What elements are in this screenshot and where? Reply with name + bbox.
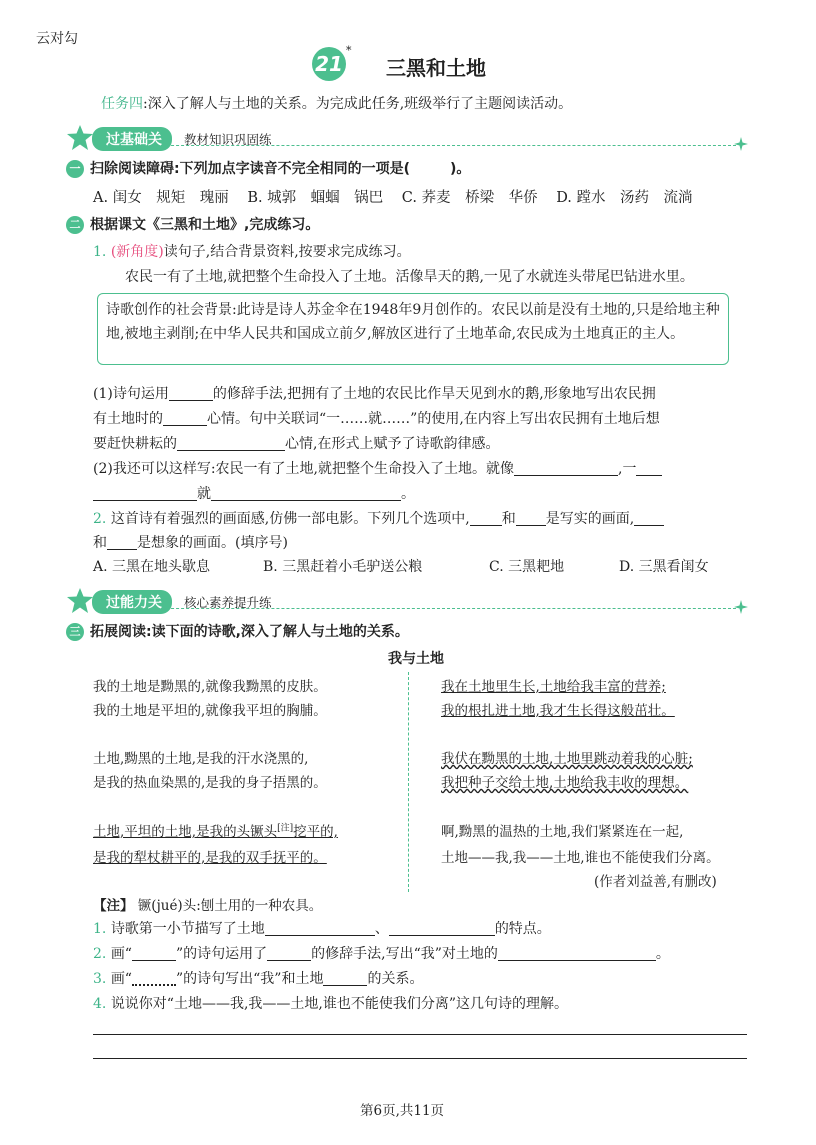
divider — [156, 608, 736, 609]
section-banner-ability — [66, 587, 756, 613]
quote-sentence: 农民一有了土地,就把整个生命投入了土地。活像旱天的鹅,一见了水就连头带尾巴钻进水里。 — [125, 269, 694, 285]
question-number: 三 — [66, 623, 84, 641]
poem-right-line-underlined: 我的根扎进土地,我才生长得这般茁壮。 — [441, 703, 675, 719]
answer-blank[interactable] — [389, 921, 495, 936]
answer-blank[interactable] — [514, 461, 618, 476]
sparkle-icon — [734, 600, 748, 614]
poem-left-line: 土地,黝黑的土地,是我的汗水浇黑的, — [93, 751, 309, 767]
section-badge: 过能力关 — [92, 590, 172, 614]
answer-blank[interactable] — [265, 921, 375, 936]
option-d[interactable]: D. 三黑看闺女 — [619, 559, 709, 575]
answer-blank[interactable] — [169, 386, 213, 401]
part-2-line-2: 就 。 — [93, 483, 415, 503]
option-d[interactable]: D. 蹚水 汤药 流淌 — [556, 190, 693, 206]
answer-line[interactable] — [93, 1058, 747, 1059]
section-subtitle: 核心素养提升练 — [184, 595, 272, 610]
task-line — [101, 93, 572, 113]
part-1-line-3: 要赶快耕耘的 心情,在形式上赋予了诗歌韵律感。 — [93, 436, 500, 452]
q3-question-3: 3. 画“ ”的诗句写出“我”和土地 的关系。 — [93, 971, 424, 987]
option-c[interactable]: C. 荞麦 桥梁 华侨 — [401, 190, 538, 206]
part-1-line-2: 有土地时的 心情。句中关联词“一……就……”的使用,在内容上写出农民拥有土地后想 — [93, 411, 660, 427]
background-box: 诗歌创作的社会背景:此诗是诗人苏金伞在1948年9月创作的。农民以前是没有土地的,只是给地主种地,被地主剥削;在中华人民共和国成立前夕,解放区进行了土地革命,农民成为土地真正的主人。 — [97, 293, 729, 365]
poem-right-line: 土地——我,我——土地,谁也不能使我们分离。 — [441, 850, 720, 866]
lesson-number-badge — [312, 47, 346, 81]
lesson-number: 21 — [315, 52, 343, 76]
question-3-heading: 三 拓展阅读:读下面的诗歌,深入了解人与土地的关系。 — [66, 621, 409, 641]
poem-note: 【注】 镢(jué)头:刨土用的一种农具。 — [93, 898, 323, 914]
part-1-line-1: (1)诗句运用 的修辞手法,把拥有了土地的农民比作旱天见到水的鹅,形象地写出农民拥 — [93, 386, 656, 402]
poem-left-line: 我的土地是黝黑的,就像我黝黑的皮肤。 — [93, 679, 327, 695]
new-angle-tag: (新角度) — [110, 244, 164, 260]
answer-blank[interactable] — [323, 971, 367, 986]
question-1-heading: 一 扫除阅读障碍:下列加点字读音不完全相同的一项是( )。 — [66, 158, 470, 178]
question-number: 一 — [66, 160, 84, 178]
task-text: :深入了解人与土地的关系。为完成此任务,班级举行了主题阅读活动。 — [143, 96, 573, 112]
answer-blank[interactable] — [163, 411, 207, 426]
poem-left-line: 我的土地是平坦的,就像我平坦的胸脯。 — [93, 703, 327, 719]
answer-blank[interactable] — [636, 461, 662, 476]
poem-right-line-wavy: 我伏在黝黑的土地,土地里跳动着我的心脏; — [441, 751, 693, 767]
poem-title: 我与土地 — [388, 651, 444, 667]
answer-blank[interactable] — [267, 946, 311, 961]
answer-blank[interactable] — [177, 436, 285, 451]
part-2-line-1: (2)我还可以这样写:农民一有了土地,就把整个生命投入了土地。就像 ,一 — [93, 458, 662, 478]
option-c[interactable]: C. 三黑耙地 — [489, 559, 565, 575]
answer-blank[interactable] — [211, 486, 401, 501]
lesson-star: * — [346, 44, 352, 57]
answer-blank[interactable] — [107, 535, 137, 550]
option-a[interactable]: A. 三黑在地头歇息 — [93, 559, 211, 575]
poem-left-line-underlined: 土地,平坦的土地,是我的头镢头[注]挖平的, — [93, 823, 338, 840]
answer-blank[interactable] — [516, 511, 546, 526]
sub-question-2-line-2: 和 是想象的画面。(填序号) — [93, 535, 288, 551]
q3-question-1: 1. 诗歌第一小节描写了土地 、 的特点。 — [93, 921, 551, 937]
q3-question-2: 2. 画“ ”的诗句运用了 的修辞手法,写出“我”对土地的 。 — [93, 946, 670, 962]
sparkle-icon — [734, 137, 748, 151]
poem-attribution: (作者刘益善,有删改) — [594, 874, 717, 890]
poem-right-line-wavy: 我把种子交给土地,土地给我丰收的理想。 — [441, 775, 689, 791]
question-number: 二 — [66, 216, 84, 234]
option-b[interactable]: B. 城郭 蝈蝈 锅巴 — [247, 190, 384, 206]
page-title: 三黑和土地 — [386, 56, 486, 80]
underline-sample — [132, 946, 176, 961]
poem-right-line: 啊,黝黑的温热的土地,我们紧紧连在一起, — [441, 824, 684, 840]
answer-blank[interactable] — [470, 511, 502, 526]
star-badge-icon — [66, 587, 94, 615]
star-badge-icon — [66, 124, 94, 152]
section-badge: 过基础关 — [92, 127, 172, 151]
option-a[interactable]: A. 闺女 规矩 瑰丽 — [93, 190, 229, 206]
poem-column-divider — [408, 672, 409, 892]
answer-blank[interactable] — [93, 486, 197, 501]
answer-blank[interactable] — [498, 946, 656, 961]
answer-line[interactable] — [93, 1034, 747, 1035]
divider — [156, 145, 736, 146]
poem-left-line-underlined: 是我的犁杖耕平的,是我的双手抚平的。 — [93, 850, 327, 866]
sub-question-1: 1. (新角度)读句子,结合背景资料,按要求完成练习。 — [93, 244, 411, 260]
question-1-options — [93, 186, 693, 207]
note-mark: [注] — [277, 823, 294, 834]
option-b[interactable]: B. 三黑赶着小毛驴送公粮 — [263, 559, 423, 575]
sub-question-2-line-1: 2. 这首诗有着强烈的画面感,仿佛一部电影。下列几个选项中, 和 是写实的画面, — [93, 508, 664, 528]
section-banner-basic — [66, 124, 756, 150]
section-subtitle: 教材知识巩固练 — [184, 132, 272, 147]
poem-right-line-underlined: 我在土地里生长,土地给我丰富的营养; — [441, 679, 666, 695]
answer-blank[interactable] — [634, 511, 664, 526]
question-2-heading: 二 根据课文《三黑和土地》,完成练习。 — [66, 214, 319, 234]
wavy-sample — [132, 972, 176, 986]
poem-left-line: 是我的热血染黑的,是我的身子捂黑的。 — [93, 775, 327, 791]
task-label: 任务四 — [101, 96, 143, 112]
page-number: 第6页,共11页 — [360, 1103, 445, 1119]
q3-question-4: 4. 说说你对“土地——我,我——土地,谁也不能使我们分离”这几句诗的理解。 — [93, 996, 569, 1012]
brand: 云对勾 — [36, 31, 78, 47]
